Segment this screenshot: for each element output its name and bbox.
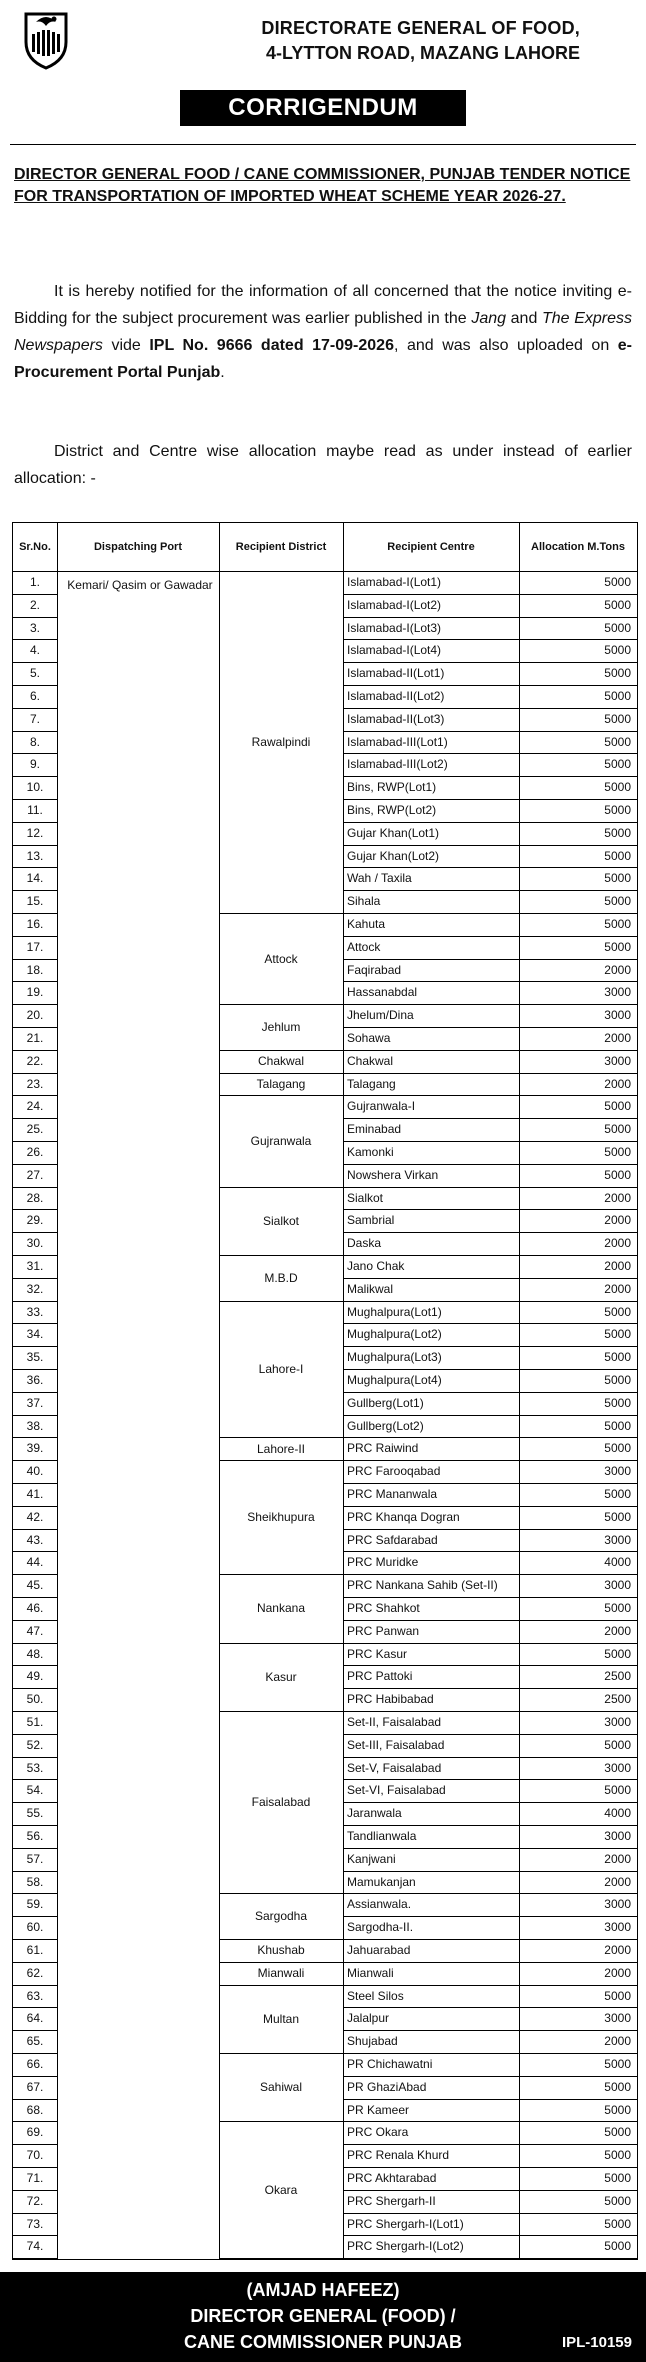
recipient-centre-cell: PRC Raiwind [347, 1441, 419, 1456]
sr-no-cell: 65. [26, 2034, 44, 2049]
allocation-cell: 5000 [604, 689, 631, 703]
recipient-centre-cell: PRC Khanqa Dogran [347, 1509, 460, 1524]
column-divider [57, 523, 58, 2259]
sr-no-cell: 64. [26, 2011, 44, 2026]
recipient-centre-cell: Kanjwani [347, 1851, 396, 1866]
recipient-centre-cell: Mughalpura(Lot2) [347, 1327, 442, 1342]
recipient-centre-cell: Sargodha-II. [347, 1920, 414, 1935]
recipient-centre-cell: Mughalpura(Lot3) [347, 1350, 442, 1365]
recipient-centre-cell: PRC Akhtarabad [347, 2171, 437, 2185]
sr-no-cell: 7. [29, 711, 40, 726]
allocation-cell: 5000 [604, 894, 631, 909]
sr-no-cell: 67. [26, 2079, 44, 2094]
recipient-district-cell: Okara [264, 2182, 298, 2197]
allocation-cell: 5000 [604, 666, 631, 681]
recipient-centre-cell: Sambrial [347, 1213, 395, 1228]
allocation-cell: 5000 [604, 2102, 631, 2117]
allocation-cell: 5000 [604, 780, 631, 795]
allocation-paragraph: District and Centre wise allocation maybe read as under instead of earlier allocation: - [14, 443, 632, 487]
recipient-centre-cell: Gullberg(Lot1) [347, 1395, 424, 1410]
allocation-cell: 2000 [604, 1190, 631, 1205]
allocation-cell: 2000 [604, 1281, 631, 1296]
sr-no-cell: 25. [26, 1122, 44, 1137]
recipient-district-cell: Sargodha [254, 1909, 308, 1924]
sr-no-cell: 46. [26, 1601, 44, 1615]
allocation-cell: 2000 [604, 1965, 631, 1980]
sr-no-cell: 59. [26, 1897, 44, 1912]
allocation-cell: 4000 [604, 1555, 631, 1570]
allocation-cell: 5000 [604, 1122, 631, 1137]
recipient-centre-cell: PRC Shergarh-I(Lot2) [347, 2239, 464, 2254]
sr-no-cell: 71. [26, 2171, 44, 2185]
recipient-district-cell: M.B.D [264, 1270, 298, 1285]
allocation-cell: 5000 [604, 2125, 631, 2140]
allocation-cell: 3000 [604, 1464, 631, 1479]
recipient-centre-cell: Mamukanjan [347, 1874, 416, 1889]
sr-no-cell: 17. [26, 939, 44, 954]
sr-no-cell: 56. [26, 1829, 44, 1843]
recipient-centre-cell: Set-II, Faisalabad [347, 1715, 442, 1729]
sr-no-cell: 31. [26, 1259, 44, 1273]
recipient-centre-cell: Islamabad-III(Lot1) [347, 734, 448, 749]
sr-no-cell: 10. [26, 780, 44, 795]
recipient-centre-cell: Gujar Khan(Lot2) [347, 848, 440, 863]
recipient-centre-cell: Islamabad-II(Lot3) [347, 711, 445, 726]
recipient-centre-cell: Bins, RWP(Lot2) [347, 803, 437, 817]
sr-no-cell: 36. [26, 1373, 44, 1387]
sr-no-cell: 44. [26, 1555, 44, 1570]
recipient-centre-cell: PRC Shahkot [347, 1601, 420, 1615]
sr-no-cell: 40. [26, 1464, 44, 1479]
allocation-cell: 5000 [604, 1099, 631, 1114]
allocation-cell: 5000 [604, 2148, 631, 2163]
recipient-centre-cell: Faqirabad [347, 962, 402, 977]
recipient-centre-cell: Jahuarabad [347, 1943, 411, 1957]
allocation-cell: 3000 [604, 1715, 631, 1729]
allocation-cell: 3000 [604, 1053, 631, 1068]
allocation-cell: 3000 [604, 1760, 631, 1775]
sr-no-cell: 50. [26, 1692, 44, 1707]
sr-no-cell: 2. [29, 597, 40, 612]
allocation-cell: 5000 [604, 1145, 631, 1159]
allocation-cell: 5000 [604, 757, 631, 772]
recipient-centre-cell: Set-VI, Faisalabad [347, 1783, 446, 1798]
recipient-centre-cell: PRC Shergarh-I(Lot1) [347, 2216, 464, 2231]
allocation-cell: 5000 [604, 734, 631, 749]
allocation-cell: 5000 [604, 1737, 631, 1752]
recipient-district-cell: Jehlum [261, 1019, 301, 1034]
recipient-centre-cell: Eminabad [347, 1122, 402, 1137]
header-sr-no: Sr.No. [19, 541, 51, 553]
sr-no-cell: 5. [29, 666, 40, 681]
allocation-cell: 5000 [604, 2216, 631, 2231]
allocation-cell: 5000 [604, 1487, 631, 1501]
sr-no-cell: 74. [26, 2239, 44, 2254]
allocation-cell: 5000 [604, 1373, 631, 1387]
allocation-cell: 4000 [604, 1806, 631, 1821]
recipient-centre-cell: Attock [347, 939, 381, 954]
recipient-centre-cell: Jhelum/Dina [347, 1008, 414, 1023]
sr-no-cell: 21. [26, 1031, 44, 1045]
allocation-cell: 5000 [604, 917, 631, 931]
recipient-centre-cell: Islamabad-I(Lot1) [347, 575, 442, 589]
recipient-centre-cell: Set-III, Faisalabad [347, 1737, 445, 1752]
organization-address: 4-LYTTON ROAD, MAZANG LAHORE [265, 43, 580, 63]
sr-no-cell: 72. [26, 2193, 44, 2208]
allocation-cell: 2000 [604, 1236, 631, 1251]
sr-no-cell: 53. [26, 1760, 44, 1775]
sr-no-cell: 63. [26, 1988, 44, 2003]
allocation-cell: 5000 [604, 2079, 631, 2094]
recipient-district-cell: Gujranwala [250, 1133, 312, 1148]
header-allocation: Allocation M.Tons [531, 541, 625, 553]
sr-no-cell: 62. [26, 1965, 44, 1980]
allocation-cell: 5000 [604, 2171, 631, 2185]
allocation-cell: 5000 [604, 1783, 631, 1798]
recipient-centre-cell: Shujabad [347, 2034, 398, 2049]
allocation-cell: 5000 [604, 1441, 631, 1456]
allocation-cell: 5000 [604, 1646, 631, 1661]
allocation-cell: 2000 [604, 2034, 631, 2049]
signatory-title: DIRECTOR GENERAL (FOOD) / [190, 2306, 456, 2326]
recipient-centre-cell: Bins, RWP(Lot1) [347, 780, 437, 795]
header-divider [10, 144, 636, 145]
recipient-district-cell: Faisalabad [251, 1795, 311, 1810]
group-rule [219, 2258, 343, 2259]
sr-no-cell: 61. [26, 1943, 44, 1957]
sr-no-cell: 22. [26, 1053, 44, 1068]
allocation-cell: 5000 [604, 1304, 631, 1319]
punjab-government-logo-icon [20, 8, 72, 70]
allocation-cell: 5000 [604, 2239, 631, 2254]
allocation-cell: 5000 [604, 575, 631, 589]
allocation-cell: 2500 [604, 1669, 631, 1684]
sr-no-cell: 13. [26, 848, 44, 863]
recipient-district-cell: Khushab [257, 1943, 305, 1958]
allocation-cell: 2000 [604, 1213, 631, 1228]
recipient-district-cell: Sheikhupura [247, 1510, 315, 1525]
sr-no-cell: 37. [26, 1395, 44, 1410]
recipient-centre-cell: Daska [347, 1236, 382, 1251]
sr-no-cell: 28. [26, 1190, 44, 1205]
row-rule [13, 2258, 57, 2259]
sr-no-cell: 14. [26, 871, 44, 886]
allocation-cell: 3000 [604, 1920, 631, 1935]
sr-no-cell: 18. [26, 962, 44, 977]
allocation-cell: 2000 [604, 962, 631, 977]
recipient-centre-cell: Sialkot [347, 1190, 384, 1205]
sr-no-cell: 70. [26, 2148, 44, 2163]
recipient-centre-cell: Kahuta [347, 917, 386, 931]
notice-paragraph: It is hereby notified for the information of all concerned that the notice inviting e-Bidding for the subject procurement was earlier published in the Jang and The Express Newspapers vide IPL No. 9666 dated 17-09-2026, and was also uploaded on e-Procurement Portal Punjab. [14, 283, 633, 381]
sr-no-cell: 58. [26, 1874, 44, 1889]
allocation-cell: 5000 [604, 803, 631, 817]
recipient-centre-cell: PRC Pattoki [347, 1669, 413, 1684]
recipient-centre-cell: PRC Farooqabad [347, 1464, 441, 1479]
recipient-centre-cell: Sihala [347, 894, 381, 909]
recipient-centre-cell: Set-V, Faisalabad [347, 1760, 442, 1775]
sr-no-cell: 27. [26, 1167, 44, 1182]
recipient-centre-cell: Gullberg(Lot2) [347, 1418, 424, 1433]
recipient-district-cell: Lahore-II [256, 1441, 306, 1456]
recipient-centre-cell: Islamabad-II(Lot2) [347, 689, 445, 703]
recipient-centre-cell: Islamabad-I(Lot2) [347, 597, 442, 612]
allocation-cell: 3000 [604, 1578, 631, 1593]
sr-no-cell: 15. [26, 894, 44, 909]
allocation-cell: 3000 [604, 1829, 631, 1843]
header-recipient-district: Recipient District [235, 541, 327, 553]
recipient-centre-cell: Chakwal [347, 1053, 394, 1068]
recipient-centre-cell: Assianwala. [347, 1897, 412, 1912]
header-dispatching-port: Dispatching Port [93, 541, 182, 553]
recipient-district-cell: Talagang [256, 1076, 306, 1091]
allocation-cell: 5000 [604, 939, 631, 954]
sr-no-cell: 54. [26, 1783, 44, 1798]
recipient-centre-cell: PRC Shergarh-II [347, 2193, 436, 2208]
recipient-centre-cell: Gujranwala-I [347, 1099, 416, 1114]
recipient-centre-cell: PRC Panwan [347, 1623, 420, 1638]
recipient-district-cell: Lahore-I [258, 1361, 304, 1376]
recipient-centre-cell: PRC Renala Khurd [347, 2148, 450, 2163]
allocation-cell: 2000 [604, 1259, 631, 1273]
sr-no-cell: 60. [26, 1920, 44, 1935]
sr-no-cell: 69. [26, 2125, 44, 2140]
signatory-title-2: CANE COMMISSIONER PUNJAB [183, 2332, 463, 2352]
recipient-centre-cell: PR Kameer [347, 2102, 410, 2117]
corrigendum-badge: CORRIGENDUM [180, 90, 466, 126]
signature-block [0, 2272, 646, 2362]
sr-no-cell: 12. [26, 825, 44, 840]
allocation-cell: 2000 [604, 1623, 631, 1638]
allocation-cell: 5000 [604, 597, 631, 612]
recipient-centre-cell: PR GhaziAbad [347, 2079, 427, 2094]
sr-no-cell: 1. [29, 575, 40, 589]
signatory-name: (AMJAD HAFEEZ) [246, 2280, 400, 2300]
sr-no-cell: 38. [26, 1418, 44, 1433]
sr-no-cell: 45. [26, 1578, 44, 1593]
ipl-number: IPL-10159 [561, 2334, 632, 2351]
sr-no-cell: 16. [26, 917, 44, 931]
sr-no-cell: 9. [29, 757, 40, 772]
sr-no-cell: 42. [26, 1509, 44, 1524]
recipient-centre-cell: PRC Kasur [347, 1646, 408, 1661]
allocation-cell: 5000 [604, 1167, 631, 1182]
allocation-cell: 5000 [604, 1350, 631, 1365]
sr-no-cell: 29. [26, 1213, 44, 1228]
recipient-centre-cell: Sohawa [347, 1031, 391, 1045]
notice-header [0, 0, 646, 150]
recipient-centre-cell: PRC Okara [347, 2125, 409, 2140]
dispatching-port-value: Kemari/ Qasim or Gawadar [67, 578, 213, 592]
sr-no-cell: 30. [26, 1236, 44, 1251]
allocation-cell: 3000 [604, 2011, 631, 2026]
allocation-table [12, 522, 638, 2260]
tender-title: DIRECTOR GENERAL FOOD / CANE COMMISSIONER, PUNJAB TENDER NOTICE FOR TRANSPORTATION OF IMPORTED WHEAT SCHEME YEAR 2026-27. [14, 166, 631, 205]
recipient-centre-cell: Jaranwala [347, 1806, 402, 1821]
recipient-district-cell: Nankana [256, 1601, 306, 1616]
recipient-centre-cell: Talagang [347, 1076, 396, 1091]
recipient-centre-cell: Kamonki [347, 1145, 394, 1159]
sr-no-cell: 26. [26, 1145, 44, 1159]
recipient-district-cell: Sialkot [262, 1213, 300, 1228]
recipient-centre-cell: Islamabad-III(Lot2) [347, 757, 448, 772]
sr-no-cell: 51. [26, 1715, 44, 1729]
sr-no-cell: 47. [26, 1623, 44, 1638]
sr-no-cell: 55. [26, 1806, 44, 1821]
sr-no-cell: 41. [26, 1487, 44, 1501]
recipient-centre-cell: PRC Mananwala [347, 1487, 438, 1501]
sr-no-cell: 48. [26, 1646, 44, 1661]
sr-no-cell: 52. [26, 1737, 44, 1752]
allocation-cell: 3000 [604, 1897, 631, 1912]
allocation-cell: 5000 [604, 620, 631, 635]
recipient-centre-cell: Tandlianwala [347, 1829, 417, 1843]
sr-no-cell: 20. [26, 1008, 44, 1023]
allocation-cell: 2000 [604, 1851, 631, 1866]
recipient-centre-cell: Mughalpura(Lot1) [347, 1304, 442, 1319]
sr-no-cell: 68. [26, 2102, 44, 2117]
recipient-district-cell: Kasur [265, 1669, 297, 1684]
recipient-centre-cell: PRC Habibabad [347, 1692, 434, 1707]
recipient-district-cell: Mianwali [257, 1966, 305, 1981]
allocation-cell: 5000 [604, 1988, 631, 2003]
sr-no-cell: 32. [26, 1281, 44, 1296]
recipient-centre-cell: PR Chichawatni [347, 2057, 433, 2071]
recipient-district-cell: Chakwal [257, 1054, 305, 1069]
allocation-cell: 2000 [604, 1031, 631, 1045]
recipient-centre-cell: Mughalpura(Lot4) [347, 1373, 442, 1387]
sr-no-cell: 66. [26, 2057, 44, 2071]
allocation-cell: 5000 [604, 1327, 631, 1342]
recipient-centre-cell: Islamabad-I(Lot4) [347, 643, 442, 658]
allocation-cell: 2000 [604, 1076, 631, 1091]
sr-no-cell: 73. [26, 2216, 44, 2231]
allocation-cell: 5000 [604, 711, 631, 726]
recipient-centre-cell: Hassanabdal [347, 985, 418, 1000]
sr-no-cell: 4. [29, 643, 40, 658]
allocation-cell: 2000 [604, 1874, 631, 1889]
allocation-cell: 5000 [604, 871, 631, 886]
recipient-district-cell: Sahiwal [259, 2080, 303, 2095]
sr-no-cell: 24. [26, 1099, 44, 1114]
allocation-cell: 5000 [604, 643, 631, 658]
recipient-centre-cell: Mianwali [347, 1965, 394, 1980]
recipient-district-cell: Multan [262, 2011, 300, 2026]
sr-no-cell: 35. [26, 1350, 44, 1365]
sr-no-cell: 11. [27, 803, 43, 817]
recipient-centre-cell: Nowshera Virkan [347, 1167, 439, 1182]
recipient-district-cell: Rawalpindi [251, 735, 311, 749]
allocation-cell: 5000 [604, 1509, 631, 1524]
recipient-centre-cell: Gujar Khan(Lot1) [347, 825, 440, 840]
allocation-cell: 5000 [604, 825, 631, 840]
sr-no-cell: 34. [26, 1327, 44, 1342]
recipient-centre-cell: PRC Muridke [347, 1555, 419, 1570]
sr-no-cell: 23. [26, 1076, 44, 1091]
recipient-centre-cell: Malikwal [347, 1281, 394, 1296]
allocation-cell: 3000 [604, 985, 631, 1000]
allocation-cell: 5000 [604, 2057, 631, 2071]
allocation-cell: 2000 [604, 1943, 631, 1957]
sr-no-cell: 6. [29, 689, 40, 703]
allocation-cell: 5000 [604, 2193, 631, 2208]
recipient-centre-cell: Jano Chak [347, 1259, 405, 1273]
sr-no-cell: 57. [26, 1851, 44, 1866]
organization-name: DIRECTORATE GENERAL OF FOOD, [261, 18, 580, 38]
recipient-centre-cell: Islamabad-II(Lot1) [347, 666, 445, 681]
recipient-centre-cell: Jalalpur [347, 2011, 390, 2026]
recipient-centre-cell: Steel Silos [347, 1988, 404, 2003]
allocation-cell: 5000 [604, 1601, 631, 1615]
recipient-district-cell: Attock [264, 951, 298, 966]
allocation-cell: 2500 [604, 1692, 631, 1707]
allocation-cell: 3000 [604, 1532, 631, 1547]
recipient-centre-cell: PRC Nankana Sahib (Set-II) [347, 1578, 498, 1593]
sr-no-cell: 8. [29, 734, 40, 749]
allocation-cell: 5000 [604, 1395, 631, 1410]
header-recipient-centre: Recipient Centre [387, 541, 475, 553]
allocation-cell: 3000 [604, 1008, 631, 1023]
sr-no-cell: 19. [26, 985, 44, 1000]
recipient-centre-cell: Wah / Taxila [347, 871, 412, 886]
sr-no-cell: 49. [26, 1669, 44, 1684]
recipient-centre-cell: PRC Safdarabad [347, 1532, 438, 1547]
row-rule [343, 2258, 637, 2259]
sr-no-cell: 39. [26, 1441, 44, 1456]
sr-no-cell: 3. [29, 620, 40, 635]
allocation-cell: 5000 [604, 1418, 631, 1433]
sr-no-cell: 33. [26, 1304, 44, 1319]
recipient-centre-cell: Islamabad-I(Lot3) [347, 620, 442, 635]
allocation-cell: 5000 [604, 848, 631, 863]
sr-no-cell: 43. [26, 1532, 44, 1547]
